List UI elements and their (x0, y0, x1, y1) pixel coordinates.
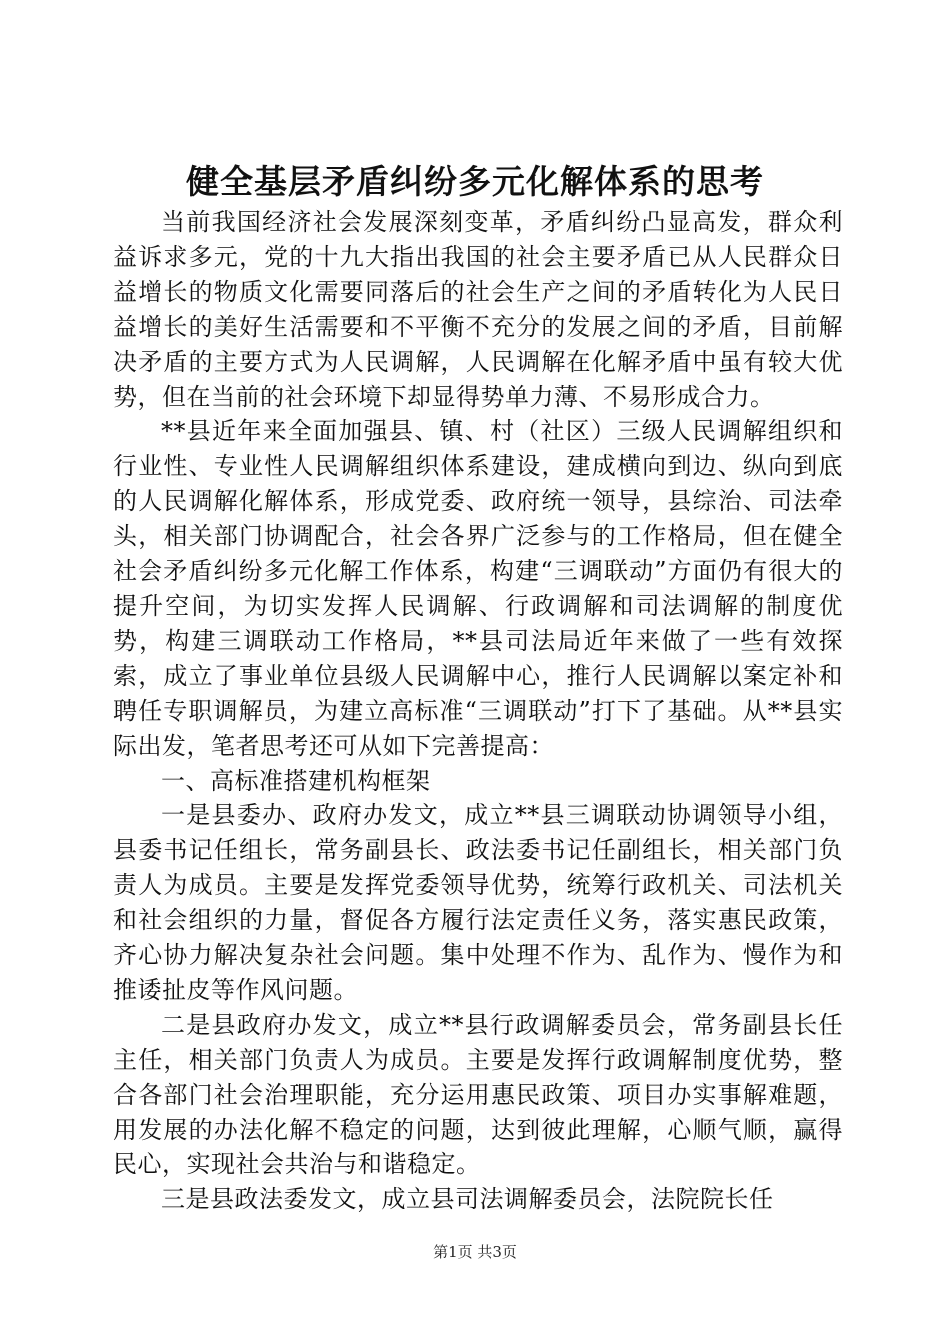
paragraph-intro: 当前我国经济社会发展深刻变革，矛盾纠纷凸显高发，群众利益诉求多元，党的十九大指出我国的社会主要矛盾已从人民群众日益增长的物质文化需要同落后的社会生产之间的矛盾转化为人民日益增长的美好生活需要和不平衡不充分的发展之间的矛盾，目前解决矛盾的主要方式为人民调解，人民调解在化解矛盾中虽有较大优势，但在当前的社会环境下却显得势单力薄、不易形成合力。 (113, 208, 843, 411)
document-title: 健全基层矛盾纠纷多元化解体系的思考 (186, 162, 764, 201)
paragraph-county-background: **县近年来全面加强县、镇、村（社区）三级人民调解组织和行业性、专业性人民调解组织体系建设，建成横向到边、纵向到底的人民调解化解体系，形成党委、政府统一领导，县综治、司法牵头，相关部门协调配合，社会各界广泛参与的工作格局，但在健全社会矛盾纠纷多元化解工作体系，构建“三调联动”方面仍有很大的提升空间，为切实发挥人民调解、行政调解和司法调解的制度优势，构建三调联动工作格局，**县司法局近年来做了一些有效探索，成立了事业单位县级人民调解中心，推行人民调解以案定补和聘任专职调解员，为建立高标准“三调联动”打下了基础。从**县实际出发，笔者思考还可从如下完善提高： (113, 417, 843, 760)
section-heading-1: 一、高标准搭建机构框架 (161, 766, 431, 795)
paragraph-point-2: 二是县政府办发文，成立**县行政调解委员会，常务副县长任主任，相关部门负责人为成员。主要是发挥行政调解制度优势，整合各部门社会治理职能，充分运用惠民政策、项目办实事解难题，用发展的办法化解不稳定的问题，达到彼此理解，心顺气顺，赢得民心，实现社会共治与和谐稳定。 (113, 1010, 843, 1179)
document-body (113, 205, 843, 1217)
page-footer: 第1页 共3页 (433, 1243, 517, 1261)
paragraph-point-1: 一是县委办、政府办发文，成立**县三调联动协调领导小组，县委书记任组长，常务副县长、政法委书记任副组长，相关部门负责人为成员。主要是发挥党委领导优势，统筹行政机关、司法机关和社会组织的力量，督促各方履行法定责任义务，落实惠民政策，齐心协力解决复杂社会问题。集中处理不作为、乱作为、慢作为和推诿扯皮等作风问题。 (113, 801, 843, 1004)
paragraph-point-3: 三是县政法委发文，成立县司法调解委员会，法院院长任 (161, 1185, 774, 1214)
